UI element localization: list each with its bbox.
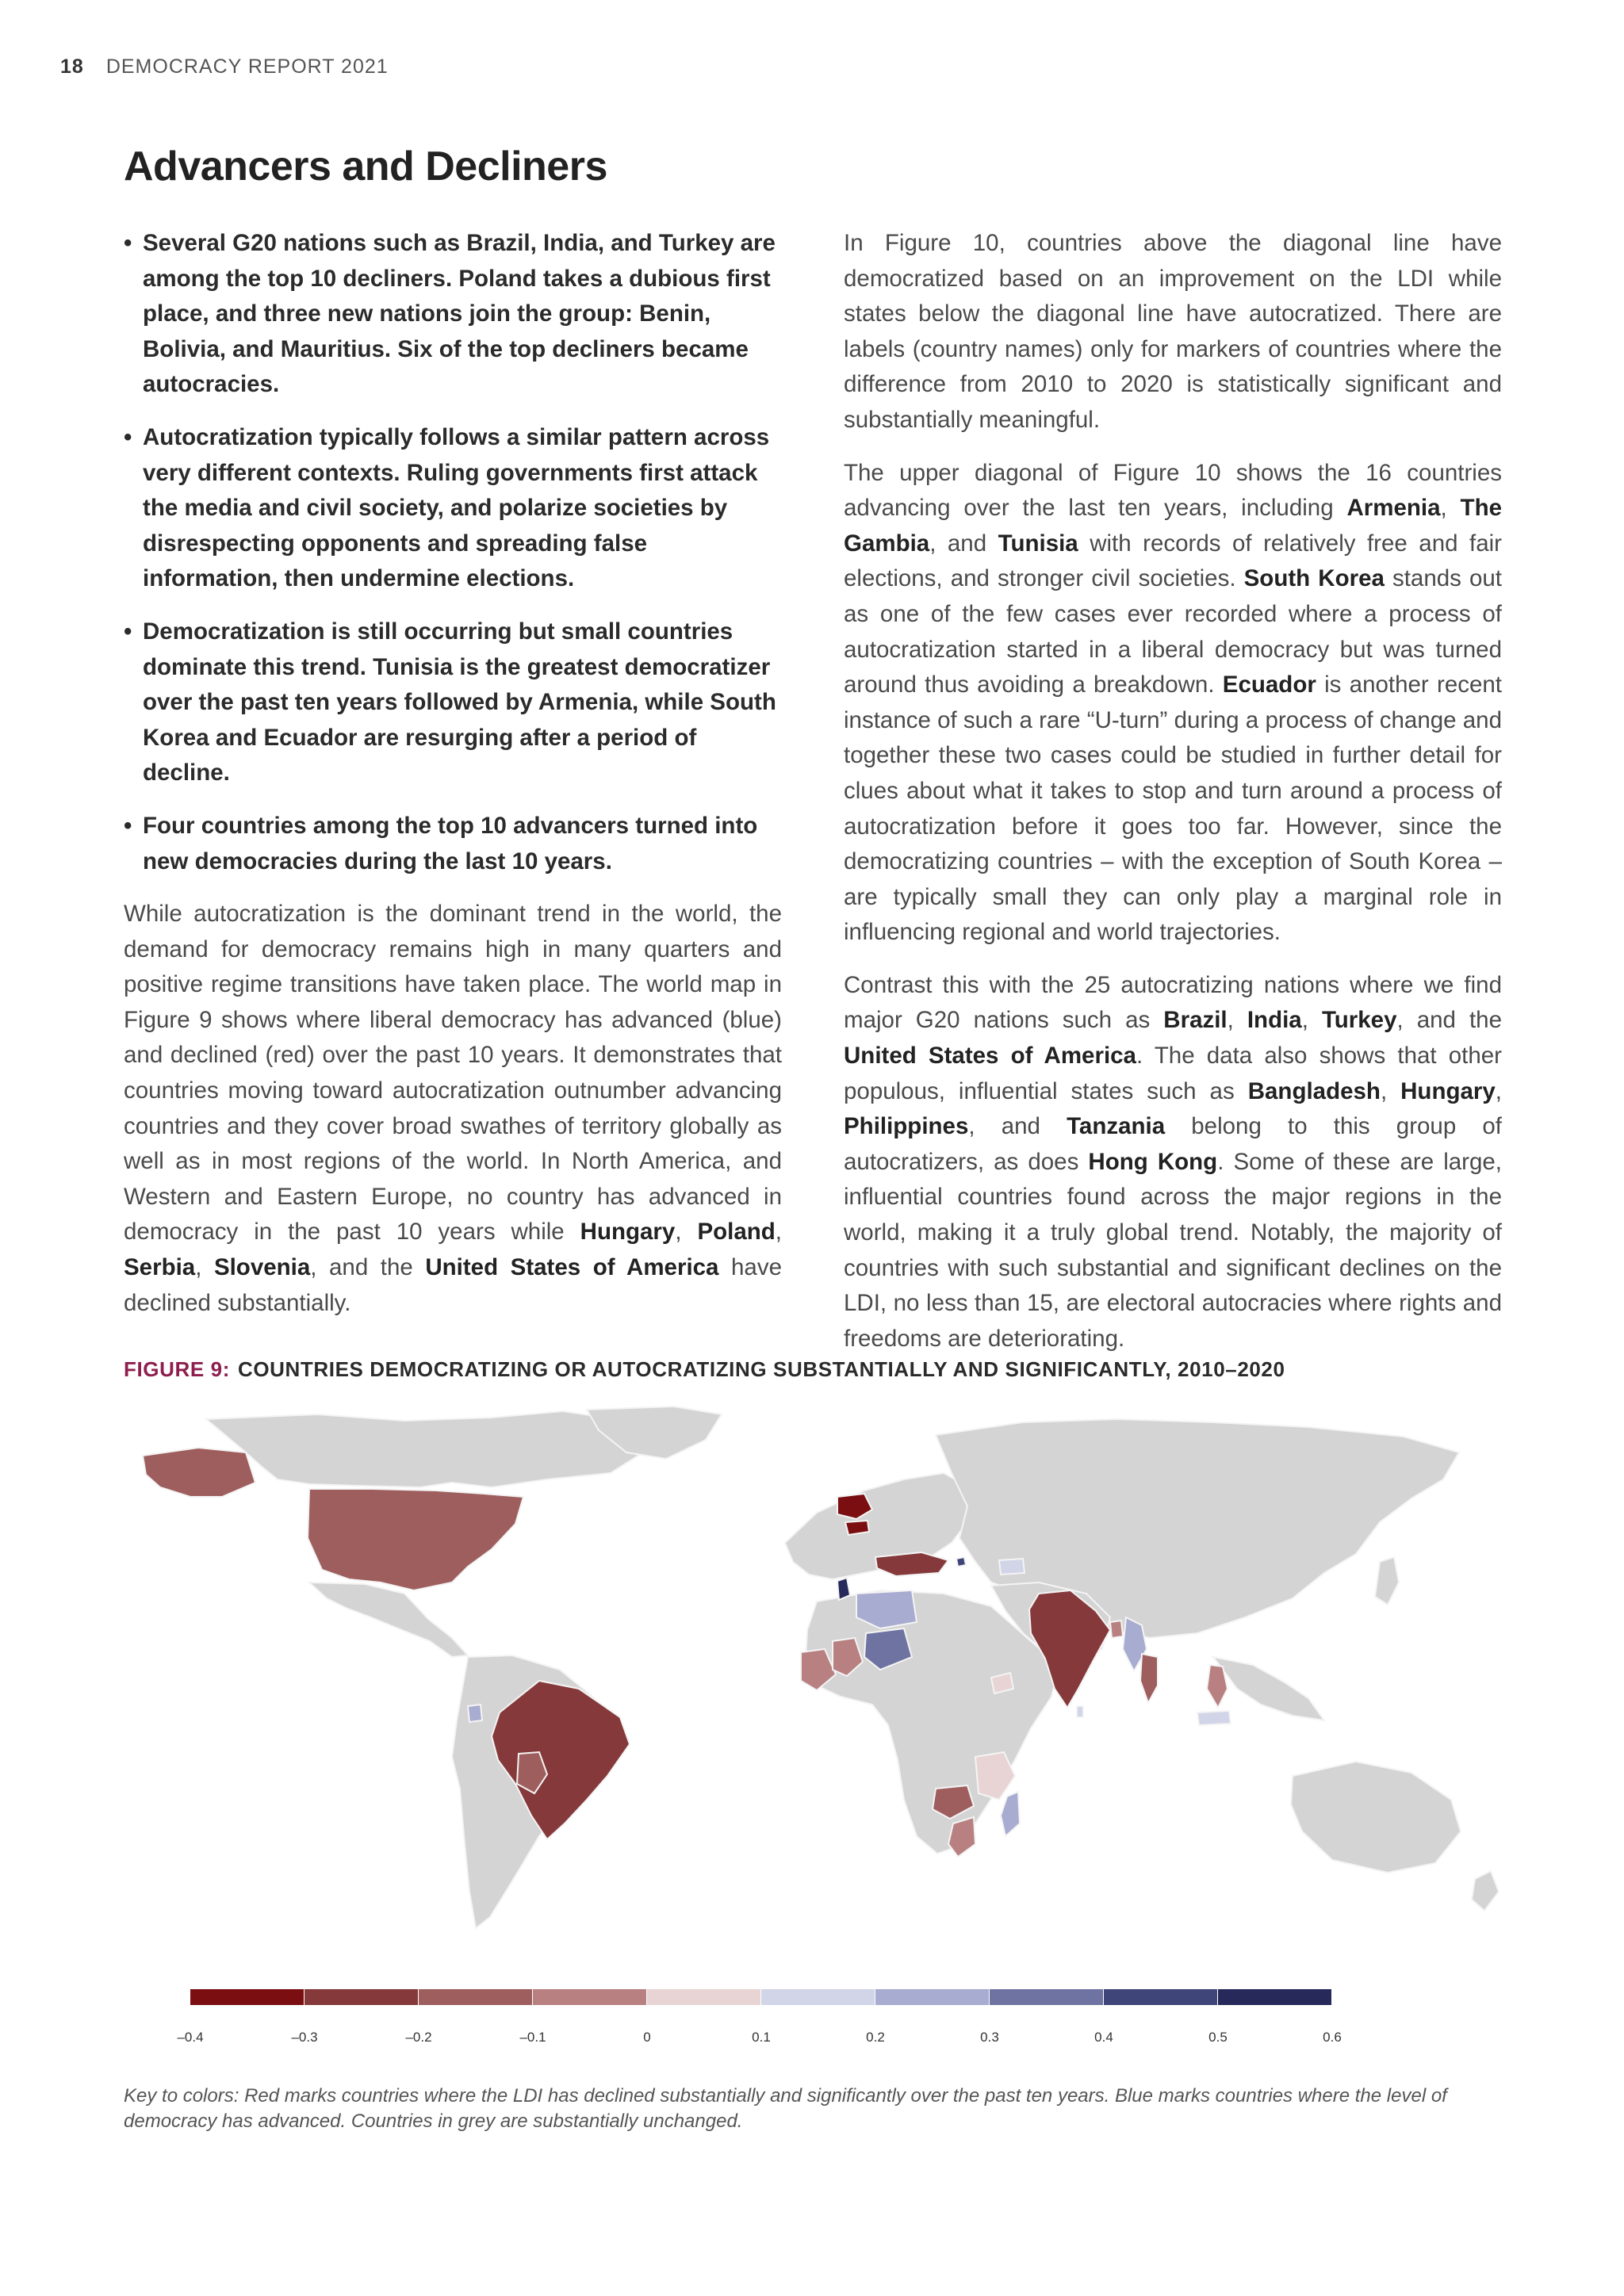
scale-segment: [990, 1989, 1104, 2005]
scale-tick-label: –0.2: [405, 2030, 432, 2045]
scale-tick-label: 0.3: [980, 2030, 999, 2045]
turkey-region: [875, 1552, 948, 1576]
scale-tick-label: –0.1: [519, 2030, 546, 2045]
indonesia-region: [1197, 1711, 1231, 1725]
canada-greenland-landmass: [206, 1411, 658, 1487]
united-states-region: [308, 1489, 523, 1590]
australia-landmass: [1291, 1762, 1461, 1873]
world-map-svg: [119, 1403, 1507, 1958]
alaska-region: [143, 1448, 255, 1497]
body-paragraph: While autocratization is the dominant trend in the world, the demand for democracy remains high in many quarters and positive regime transitions have taken place. The world map in Figure 9 shows where liberal democracy has advanced (blue) and declined (red) over the past 10 years. It demonstrates that countries moving toward autocratization outnumber advancing countries and they cover broad swathes of territory globally as well as in most regions of the world. In North America, and Western and Eastern Europe, no country has advanced in democracy in the past 10 years while Hungary, Poland, Serbia, Slovenia, and the United States of America have declined substantially.: [124, 901, 782, 1316]
figure-title: [124, 1357, 1285, 1382]
tunisia-region: [837, 1578, 850, 1600]
mexico-central-america-landmass: [309, 1582, 468, 1657]
body-paragraph: In Figure 10, countries above the diagonal line have democratized based on an improvement on the LDI while states below the diagonal line have autocratized. There are labels (country names) only for markers of countries where the difference from 2010 to 2020 is statistically significant and substantially meaningful.: [844, 230, 1502, 433]
hungary-region: [845, 1521, 869, 1535]
thailand-region: [1140, 1654, 1158, 1703]
central-asia-advance-region: [999, 1559, 1025, 1575]
page-number: 18: [60, 55, 84, 78]
new-zealand-landmass: [1472, 1871, 1499, 1911]
color-scale-bar: [190, 1989, 1332, 2005]
scale-segment: [875, 1989, 990, 2005]
sri-lanka-region: [1077, 1706, 1083, 1717]
report-title: DEMOCRACY REPORT 2021: [105, 55, 389, 78]
key-finding-item: • Autocratization typically follows a similar pattern across very different contexts. Ruling governments first attack the media and civil society, and polarize societies by disrespecting opponents and spreading false information, then undermine elections.: [124, 420, 782, 597]
body-paragraph: Contrast this with the 25 autocratizing nations where we find major G20 nations such as Brazil, India, Turkey, and the United States of America. The data also shows that other populous, influential states such as Bangladesh, Hungary, Philippines, and Tanzania belong to this group of autocratizers, as does Hong Kong. Some of these are large, influential countries found across the major regions in the world, making it a truly global trend. Notably, the majority of countries with such substantial and significant declines on the LDI, no less than 15, are electoral autocracies where rights and freedoms are deteriorating.: [844, 971, 1502, 1352]
scale-tick-label: –0.3: [291, 2030, 318, 2045]
page-title: Advancers and Decliners: [124, 144, 607, 189]
figure-key-caption: Key to colors: Red marks countries where the LDI has declined substantially and significantly over the past ten years. Blue marks countries where the level of democracy has advanced. Countries in grey are substantially unchanged.: [124, 2085, 1447, 2132]
scale-segment: [647, 1989, 761, 2005]
key-findings-list: [124, 226, 782, 879]
page-header: [60, 55, 389, 78]
scale-segment: [190, 1989, 304, 2005]
scale-tick-label: –0.4: [177, 2030, 204, 2045]
body-paragraph: The upper diagonal of Figure 10 shows the 16 countries advancing over the last ten years, including Armenia, The Gambia, and Tunisia with records of relatively free and fair elections, and stronger civil societies. South Korea stands out as one of the few cases ever recorded where a process of autocratization started in a liberal democracy but was turned around thus avoiding a breakdown. Ecuador is another recent instance of such a rare “U-turn” during a process of change and together these two cases could be studied in further detail for clues about what it takes to stop and turn around a process of autocratization before it goes too far. However, since the democratizing countries – with the exception of South Korea – are typically small they can only play a marginal role in influencing regional and world trajectories.: [844, 459, 1502, 946]
scale-tick-label: 0.4: [1094, 2030, 1113, 2045]
figure-label: FIGURE 9:: [124, 1357, 230, 1381]
philippines-region: [1207, 1665, 1228, 1708]
key-finding-item: • Several G20 nations such as Brazil, India, and Turkey are among the top 10 decliners. Poland takes a dubious first place, and three new nations join the group: Benin, Bolivia, and Mauritius. Six of the top decliners became autocracies.: [124, 226, 782, 403]
world-map: [119, 1403, 1507, 1958]
japan-landmass: [1375, 1557, 1399, 1605]
scale-tick-label: 0.5: [1208, 2030, 1228, 2045]
ecuador-region: [468, 1705, 482, 1722]
scale-segment: [419, 1989, 533, 2005]
scale-segment: [1104, 1989, 1218, 2005]
scale-tick-label: 0.1: [752, 2030, 771, 2045]
key-finding-item: • Democratization is still occurring but small countries dominate this trend. Tunisia is the greatest democratizer over the past ten years followed by Armenia, while South Korea and Ecuador are resurging after a period of decline.: [124, 614, 782, 791]
scale-segment: [761, 1989, 875, 2005]
left-column: [124, 226, 782, 1338]
figure-caption-title: COUNTRIES DEMOCRATIZING OR AUTOCRATIZING SUBSTANTIALLY AND SIGNIFICANTLY, 2010–2020: [237, 1357, 1285, 1381]
scale-segment: [304, 1989, 419, 2005]
scale-tick-label: 0.6: [1323, 2030, 1342, 2045]
madagascar-region: [1001, 1792, 1020, 1836]
scale-segment: [533, 1989, 647, 2005]
scale-segment: [1218, 1989, 1332, 2005]
key-finding-item: • Four countries among the top 10 advancers turned into new democracies during the last 10 years.: [124, 809, 782, 879]
right-column: [844, 226, 1502, 1374]
bangladesh-region: [1110, 1621, 1123, 1638]
scale-tick-label: 0.2: [866, 2030, 885, 2045]
armenia-region: [956, 1557, 966, 1567]
scale-tick-label: 0: [643, 2030, 651, 2045]
mozambique-region: [948, 1817, 975, 1857]
color-scale-labels: [0, 2030, 1624, 2053]
